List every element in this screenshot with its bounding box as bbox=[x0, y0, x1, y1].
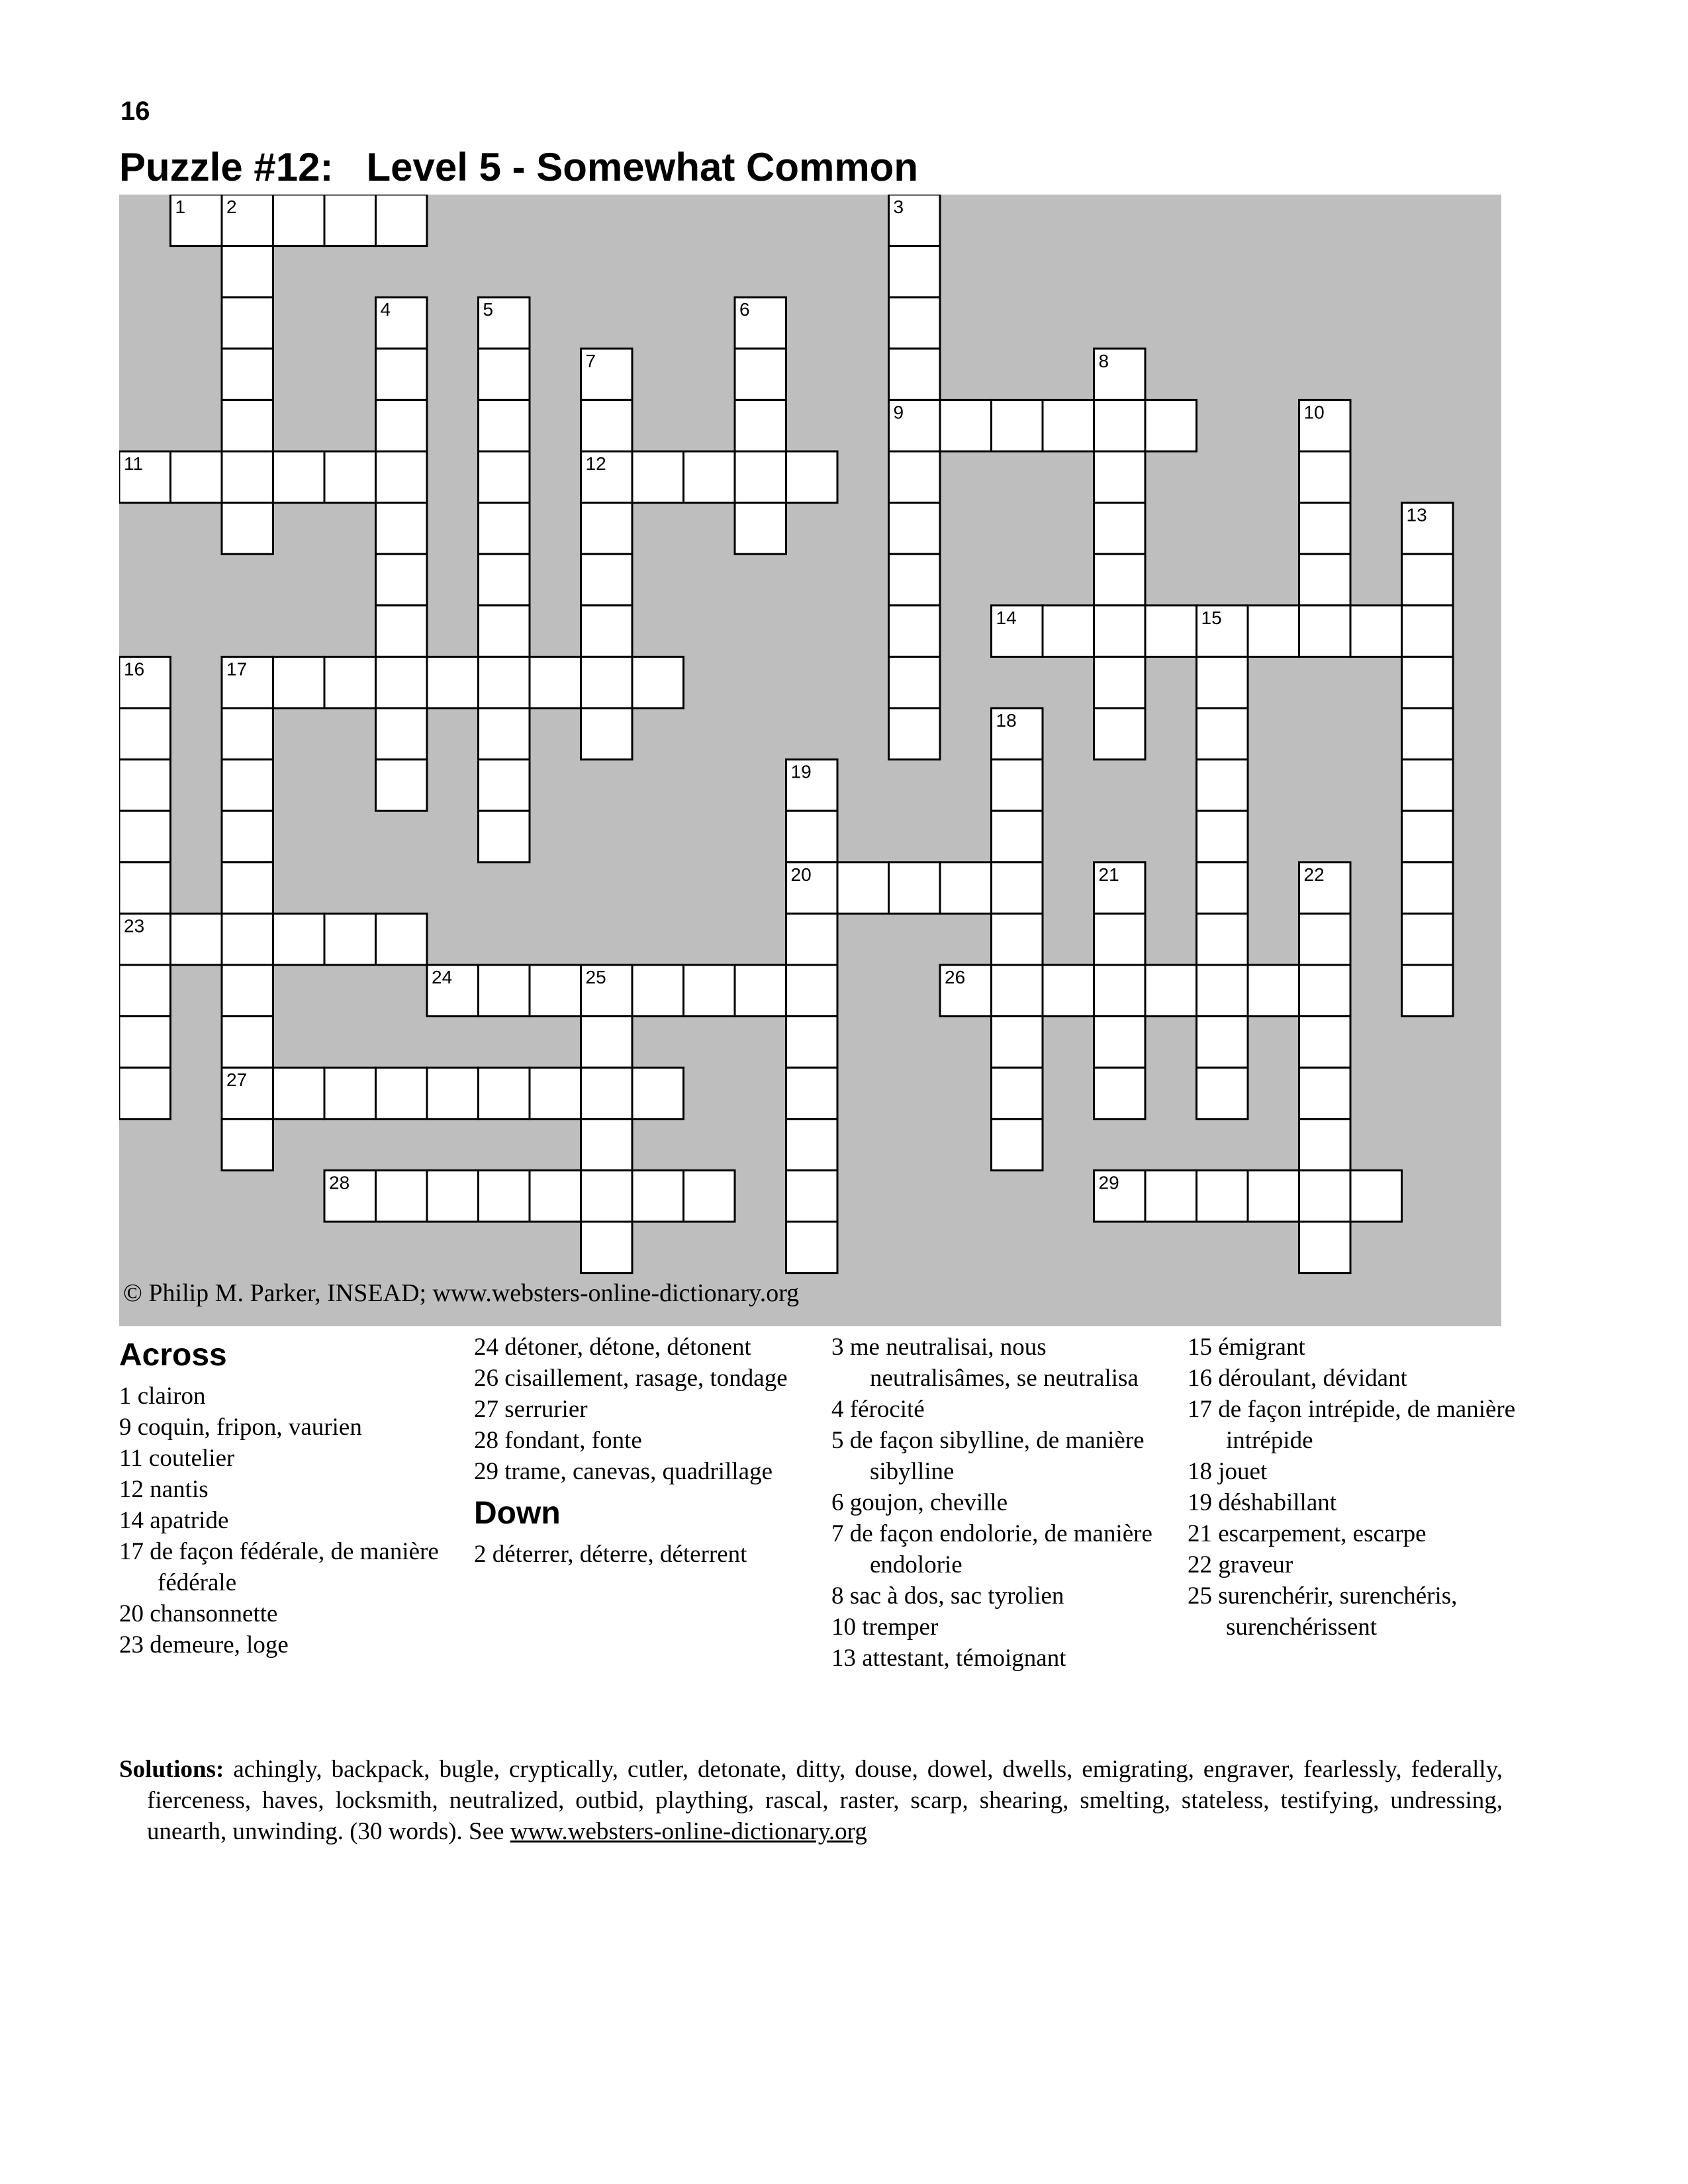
grid-cell[interactable] bbox=[1197, 657, 1248, 708]
grid-cell[interactable] bbox=[376, 760, 428, 811]
puzzle-title: Puzzle #12: Level 5 - Somewhat Common bbox=[119, 145, 918, 189]
grid-cell[interactable] bbox=[684, 451, 735, 503]
clue-number-label: 9 bbox=[893, 402, 904, 423]
grid-cell[interactable] bbox=[889, 451, 941, 503]
grid-cell[interactable] bbox=[889, 503, 941, 555]
grid-cell[interactable] bbox=[581, 1170, 633, 1222]
grid-cell[interactable] bbox=[992, 760, 1043, 811]
grid-cell[interactable] bbox=[581, 1068, 633, 1119]
grid-cell[interactable] bbox=[889, 297, 941, 349]
grid-cell[interactable] bbox=[1043, 606, 1094, 657]
clue-number-label: 15 bbox=[1201, 607, 1222, 628]
grid-cell[interactable] bbox=[324, 657, 376, 708]
clue-number-label: 16 bbox=[124, 659, 145, 680]
across-clue: 9 coquin, fripon, vaurien bbox=[119, 1414, 362, 1441]
clue-number-label: 26 bbox=[945, 967, 966, 987]
grid-cell[interactable] bbox=[1402, 708, 1454, 760]
grid-cell[interactable] bbox=[581, 1222, 633, 1273]
clue-number-label: 23 bbox=[124, 915, 145, 936]
clues-column-1 bbox=[119, 1332, 457, 1661]
solutions-text: achingly, backpack, bugle, cryptically, cutler, detonate, ditty, douse, dowel, dwells, emigrating, engraver, fearlessly, federally, fierceness, haves, locksmith, neutralized, outbid, plaything, rascal, raster, scarp, shearing, smelting, stateless, testifying, undressing, unearth, unwinding. (30 words). See bbox=[147, 1756, 1503, 1845]
grid-cell[interactable] bbox=[376, 400, 428, 451]
grid-cell[interactable] bbox=[632, 657, 684, 708]
grid-cell[interactable] bbox=[1094, 554, 1146, 606]
grid-cell[interactable] bbox=[376, 503, 428, 555]
down-clue: 8 sac à dos, sac tyrolien bbox=[831, 1582, 1064, 1610]
grid-cell[interactable] bbox=[1145, 400, 1197, 451]
grid-cell[interactable] bbox=[992, 1068, 1043, 1119]
down-clue: 6 goujon, cheville bbox=[831, 1489, 1008, 1516]
clue-number-label: 25 bbox=[585, 967, 606, 987]
grid-cell[interactable] bbox=[479, 708, 530, 760]
grid-cell[interactable] bbox=[119, 760, 171, 811]
down-clue: 21 escarpement, escarpe bbox=[1188, 1520, 1427, 1547]
grid-cell[interactable] bbox=[427, 657, 479, 708]
down-clue: 2 déterrer, déterre, déterrent bbox=[474, 1541, 747, 1568]
grid-cell[interactable] bbox=[324, 1068, 376, 1119]
grid-cell[interactable] bbox=[889, 554, 941, 606]
grid-cell[interactable] bbox=[1299, 1119, 1351, 1171]
grid-cell[interactable] bbox=[581, 554, 633, 606]
grid-cell[interactable] bbox=[581, 708, 633, 760]
grid-cell[interactable] bbox=[119, 1068, 171, 1119]
grid-cell[interactable] bbox=[992, 1017, 1043, 1068]
grid-cell[interactable] bbox=[119, 862, 171, 914]
grid-cell[interactable] bbox=[222, 760, 273, 811]
grid-cell[interactable] bbox=[889, 349, 941, 400]
grid-cell[interactable] bbox=[837, 862, 889, 914]
clue-number-label: 6 bbox=[739, 299, 750, 320]
clue-number-label: 3 bbox=[893, 197, 904, 217]
grid-cell[interactable] bbox=[786, 1068, 838, 1119]
grid-cell[interactable] bbox=[1402, 657, 1454, 708]
grid-cell[interactable] bbox=[530, 1170, 581, 1222]
clue-number-label: 17 bbox=[226, 659, 248, 680]
grid-cell[interactable] bbox=[119, 965, 171, 1017]
grid-cell[interactable] bbox=[222, 862, 273, 914]
grid-cell[interactable] bbox=[1094, 657, 1146, 708]
grid-cell[interactable] bbox=[479, 811, 530, 862]
grid-cell[interactable] bbox=[324, 195, 376, 246]
grid-cell[interactable] bbox=[632, 1170, 684, 1222]
grid-cell[interactable] bbox=[940, 862, 992, 914]
grid-cell[interactable] bbox=[171, 913, 222, 965]
down-clue: 7 de façon endolorie, de manière endolorie bbox=[831, 1520, 1152, 1578]
grid-cell[interactable] bbox=[1094, 965, 1146, 1017]
clue-number-label: 18 bbox=[996, 710, 1017, 731]
grid-cell[interactable] bbox=[1402, 811, 1454, 862]
down-clue: 10 tremper bbox=[831, 1614, 939, 1641]
grid-cell[interactable] bbox=[1145, 1170, 1197, 1222]
grid-cell[interactable] bbox=[992, 1119, 1043, 1171]
grid-cell[interactable] bbox=[427, 1068, 479, 1119]
grid-cell[interactable] bbox=[1402, 606, 1454, 657]
grid-cell[interactable] bbox=[992, 400, 1043, 451]
clue-number-label: 4 bbox=[380, 299, 391, 320]
grid-cell[interactable] bbox=[1402, 965, 1454, 1017]
grid-cell[interactable] bbox=[324, 913, 376, 965]
across-clue: 11 coutelier bbox=[119, 1445, 235, 1472]
grid-cell[interactable] bbox=[786, 1017, 838, 1068]
down-heading: Down bbox=[474, 1496, 561, 1531]
crossword-grid bbox=[119, 195, 1501, 1326]
across-clue: 29 trame, canevas, quadrillage bbox=[474, 1458, 773, 1485]
grid-cell[interactable] bbox=[735, 400, 786, 451]
grid-cell[interactable] bbox=[684, 965, 735, 1017]
grid-cell[interactable] bbox=[786, 1170, 838, 1222]
grid-cell[interactable] bbox=[1043, 400, 1094, 451]
grid-cell[interactable] bbox=[1197, 1068, 1248, 1119]
grid-cell[interactable] bbox=[530, 965, 581, 1017]
down-clue: 4 férocité bbox=[831, 1396, 925, 1423]
grid-cell[interactable] bbox=[581, 606, 633, 657]
grid-cell[interactable] bbox=[1197, 1170, 1248, 1222]
grid-cell[interactable] bbox=[1299, 1222, 1351, 1273]
grid-cell[interactable] bbox=[479, 349, 530, 400]
grid-cell[interactable] bbox=[1197, 1017, 1248, 1068]
across-clue: 24 détoner, détone, détonent bbox=[474, 1334, 751, 1361]
across-clue: 14 apatride bbox=[119, 1507, 229, 1534]
grid-cell[interactable] bbox=[273, 195, 325, 246]
grid-cell[interactable] bbox=[376, 1170, 428, 1222]
clues-column-4 bbox=[1188, 1332, 1532, 1643]
grid-cell[interactable] bbox=[889, 246, 941, 298]
grid-cell[interactable] bbox=[581, 1119, 633, 1171]
down-clue: 19 déshabillant bbox=[1188, 1489, 1337, 1516]
clues-column-3 bbox=[831, 1332, 1176, 1674]
grid-cell[interactable] bbox=[222, 400, 273, 451]
grid-cell[interactable] bbox=[1402, 760, 1454, 811]
grid-cell[interactable] bbox=[222, 297, 273, 349]
grid-cell[interactable] bbox=[222, 965, 273, 1017]
grid-cell[interactable] bbox=[735, 451, 786, 503]
grid-cell[interactable] bbox=[479, 606, 530, 657]
grid-cell[interactable] bbox=[992, 811, 1043, 862]
clue-number-label: 12 bbox=[585, 453, 606, 474]
clue-number-label: 27 bbox=[226, 1069, 248, 1091]
grid-cell[interactable] bbox=[376, 349, 428, 400]
grid-cell[interactable] bbox=[1094, 606, 1146, 657]
grid-cell[interactable] bbox=[1248, 606, 1299, 657]
grid-cell[interactable] bbox=[1350, 1170, 1402, 1222]
page-number: 16 bbox=[120, 97, 150, 126]
grid-cell[interactable] bbox=[1145, 606, 1197, 657]
across-clue: 23 demeure, loge bbox=[119, 1631, 289, 1659]
down-clue: 17 de façon intrépide, de manière intrépide bbox=[1188, 1396, 1516, 1454]
grid-cell[interactable] bbox=[1094, 913, 1146, 965]
clue-number-label: 24 bbox=[432, 967, 453, 987]
grid-cell[interactable] bbox=[376, 913, 428, 965]
down-clue: 13 attestant, témoignant bbox=[831, 1645, 1066, 1672]
grid-cell[interactable] bbox=[581, 503, 633, 555]
grid-cell[interactable] bbox=[1299, 451, 1351, 503]
grid-cell[interactable] bbox=[479, 554, 530, 606]
grid-cell[interactable] bbox=[273, 1068, 325, 1119]
across-clue: 12 nantis bbox=[119, 1476, 209, 1503]
grid-cell[interactable] bbox=[479, 657, 530, 708]
grid-cell[interactable] bbox=[1299, 1068, 1351, 1119]
grid-cell[interactable] bbox=[1299, 554, 1351, 606]
grid-cell[interactable] bbox=[222, 708, 273, 760]
grid-cell[interactable] bbox=[222, 1017, 273, 1068]
grid-cell[interactable] bbox=[992, 965, 1043, 1017]
grid-cell[interactable] bbox=[889, 708, 941, 760]
clue-number-label: 7 bbox=[585, 350, 596, 371]
grid-cell[interactable] bbox=[1299, 1170, 1351, 1222]
grid-cell[interactable] bbox=[889, 657, 941, 708]
clue-number-label: 21 bbox=[1098, 864, 1119, 885]
grid-cell[interactable] bbox=[222, 913, 273, 965]
grid-cell[interactable] bbox=[786, 811, 838, 862]
grid-cell[interactable] bbox=[1299, 965, 1351, 1017]
grid-cell[interactable] bbox=[1197, 913, 1248, 965]
grid-cell[interactable] bbox=[786, 965, 838, 1017]
clue-number-label: 10 bbox=[1303, 402, 1325, 423]
crossword-grid-svg bbox=[119, 195, 1501, 1326]
grid-cell[interactable] bbox=[222, 811, 273, 862]
grid-cell[interactable] bbox=[1094, 1068, 1146, 1119]
grid-cell[interactable] bbox=[273, 913, 325, 965]
grid-cell[interactable] bbox=[1299, 503, 1351, 555]
grid-cell[interactable] bbox=[1402, 862, 1454, 914]
grid-cell[interactable] bbox=[1145, 965, 1197, 1017]
grid-cell[interactable] bbox=[376, 606, 428, 657]
across-clue: 28 fondant, fonte bbox=[474, 1427, 642, 1454]
grid-cell[interactable] bbox=[1299, 606, 1351, 657]
grid-cell[interactable] bbox=[171, 451, 222, 503]
grid-cell[interactable] bbox=[1248, 965, 1299, 1017]
across-clue: 27 serrurier bbox=[474, 1396, 588, 1423]
grid-cell[interactable] bbox=[479, 1068, 530, 1119]
clue-number-label: 1 bbox=[175, 197, 186, 217]
grid-cell[interactable] bbox=[1094, 400, 1146, 451]
grid-cell[interactable] bbox=[479, 503, 530, 555]
clue-number-label: 8 bbox=[1098, 350, 1109, 371]
clue-number-label: 19 bbox=[790, 761, 812, 782]
grid-cell[interactable] bbox=[632, 1068, 684, 1119]
grid-cell[interactable] bbox=[735, 965, 786, 1017]
grid-cell[interactable] bbox=[1299, 913, 1351, 965]
grid-cell[interactable] bbox=[530, 1068, 581, 1119]
grid-cell[interactable] bbox=[684, 1170, 735, 1222]
grid-cell[interactable] bbox=[1402, 554, 1454, 606]
grid-cell[interactable] bbox=[786, 1222, 838, 1273]
copyright: © Philip M. Parker, INSEAD; www.websters-online-dictionary.org bbox=[123, 1279, 800, 1307]
clue-number-label: 29 bbox=[1098, 1172, 1119, 1193]
across-clue: 17 de façon fédérale, de manière fédérale bbox=[119, 1538, 439, 1596]
grid-cell[interactable] bbox=[376, 657, 428, 708]
grid-cell[interactable] bbox=[735, 349, 786, 400]
grid-cell[interactable] bbox=[1350, 606, 1402, 657]
grid-cell[interactable] bbox=[1197, 965, 1248, 1017]
down-clue: 18 jouet bbox=[1188, 1458, 1268, 1485]
clue-number-label: 28 bbox=[329, 1172, 350, 1193]
grid-cell[interactable] bbox=[1299, 1017, 1351, 1068]
grid-cell[interactable] bbox=[222, 1119, 273, 1171]
grid-cell[interactable] bbox=[479, 400, 530, 451]
grid-cell[interactable] bbox=[376, 451, 428, 503]
grid-cell[interactable] bbox=[222, 503, 273, 555]
clue-number-label: 11 bbox=[124, 453, 144, 474]
grid-cell[interactable] bbox=[119, 811, 171, 862]
grid-cell[interactable] bbox=[786, 913, 838, 965]
grid-cell[interactable] bbox=[1197, 811, 1248, 862]
grid-cell[interactable] bbox=[273, 451, 325, 503]
grid-cell[interactable] bbox=[786, 451, 838, 503]
solutions bbox=[119, 1754, 1503, 1847]
grid-cell[interactable] bbox=[992, 913, 1043, 965]
grid-cell[interactable] bbox=[427, 1170, 479, 1222]
grid-cell[interactable] bbox=[1043, 965, 1094, 1017]
grid-cell[interactable] bbox=[222, 246, 273, 298]
grid-cell[interactable] bbox=[119, 1017, 171, 1068]
grid-cell[interactable] bbox=[479, 451, 530, 503]
clue-number-label: 22 bbox=[1303, 864, 1325, 885]
grid-cell[interactable] bbox=[530, 657, 581, 708]
grid-cell[interactable] bbox=[940, 400, 992, 451]
grid-cell[interactable] bbox=[273, 657, 325, 708]
grid-cell[interactable] bbox=[376, 554, 428, 606]
down-clue: 15 émigrant bbox=[1188, 1334, 1305, 1361]
grid-cell[interactable] bbox=[479, 760, 530, 811]
down-clue: 22 graveur bbox=[1188, 1551, 1293, 1578]
grid-cell[interactable] bbox=[119, 708, 171, 760]
grid-cell[interactable] bbox=[376, 195, 428, 246]
down-clue: 25 surenchérir, surenchéris, surenchérissent bbox=[1188, 1582, 1458, 1641]
grid-cell[interactable] bbox=[889, 862, 941, 914]
grid-cell[interactable] bbox=[1094, 451, 1146, 503]
grid-cell[interactable] bbox=[324, 451, 376, 503]
grid-cell[interactable] bbox=[735, 503, 786, 555]
grid-cell[interactable] bbox=[632, 965, 684, 1017]
grid-cell[interactable] bbox=[581, 657, 633, 708]
grid-cell[interactable] bbox=[222, 349, 273, 400]
grid-cell[interactable] bbox=[376, 1068, 428, 1119]
clue-number-label: 2 bbox=[226, 197, 237, 217]
grid-cell[interactable] bbox=[1402, 913, 1454, 965]
clue-number-label: 13 bbox=[1406, 504, 1427, 525]
across-clue: 20 chansonnette bbox=[119, 1600, 278, 1627]
grid-cell[interactable] bbox=[581, 400, 633, 451]
grid-cell[interactable] bbox=[222, 451, 273, 503]
grid-cell[interactable] bbox=[581, 1017, 633, 1068]
clues-column-2 bbox=[474, 1332, 818, 1570]
grid-cell[interactable] bbox=[1094, 1017, 1146, 1068]
grid-cell[interactable] bbox=[786, 1119, 838, 1171]
grid-cell[interactable] bbox=[479, 965, 530, 1017]
grid-cell[interactable] bbox=[376, 708, 428, 760]
down-clue: 5 de façon sibylline, de manière sibylline bbox=[831, 1427, 1145, 1485]
clue-number-label: 20 bbox=[790, 864, 812, 885]
across-clue: 26 cisaillement, rasage, tondage bbox=[474, 1365, 788, 1392]
grid-cell[interactable] bbox=[1094, 708, 1146, 760]
down-clue: 3 me neutralisai, nous neutralisâmes, se neutralisa bbox=[831, 1334, 1139, 1392]
grid-cell[interactable] bbox=[632, 451, 684, 503]
grid-cell[interactable] bbox=[1248, 1170, 1299, 1222]
grid-cell[interactable] bbox=[1197, 760, 1248, 811]
grid-cell[interactable] bbox=[479, 1170, 530, 1222]
across-clue: 1 clairon bbox=[119, 1383, 206, 1410]
grid-cell[interactable] bbox=[992, 862, 1043, 914]
grid-cell[interactable] bbox=[1094, 503, 1146, 555]
grid-cell[interactable] bbox=[1197, 862, 1248, 914]
grid-cell[interactable] bbox=[889, 606, 941, 657]
solutions-label: Solutions: bbox=[119, 1756, 224, 1783]
down-clue: 16 déroulant, dévidant bbox=[1188, 1365, 1407, 1392]
clue-number-label: 14 bbox=[996, 607, 1017, 628]
across-heading: Across bbox=[119, 1338, 227, 1373]
clue-number-label: 5 bbox=[483, 299, 494, 320]
solutions-link[interactable]: www.websters-online-dictionary.org bbox=[510, 1818, 867, 1845]
grid-cell[interactable] bbox=[1197, 708, 1248, 760]
